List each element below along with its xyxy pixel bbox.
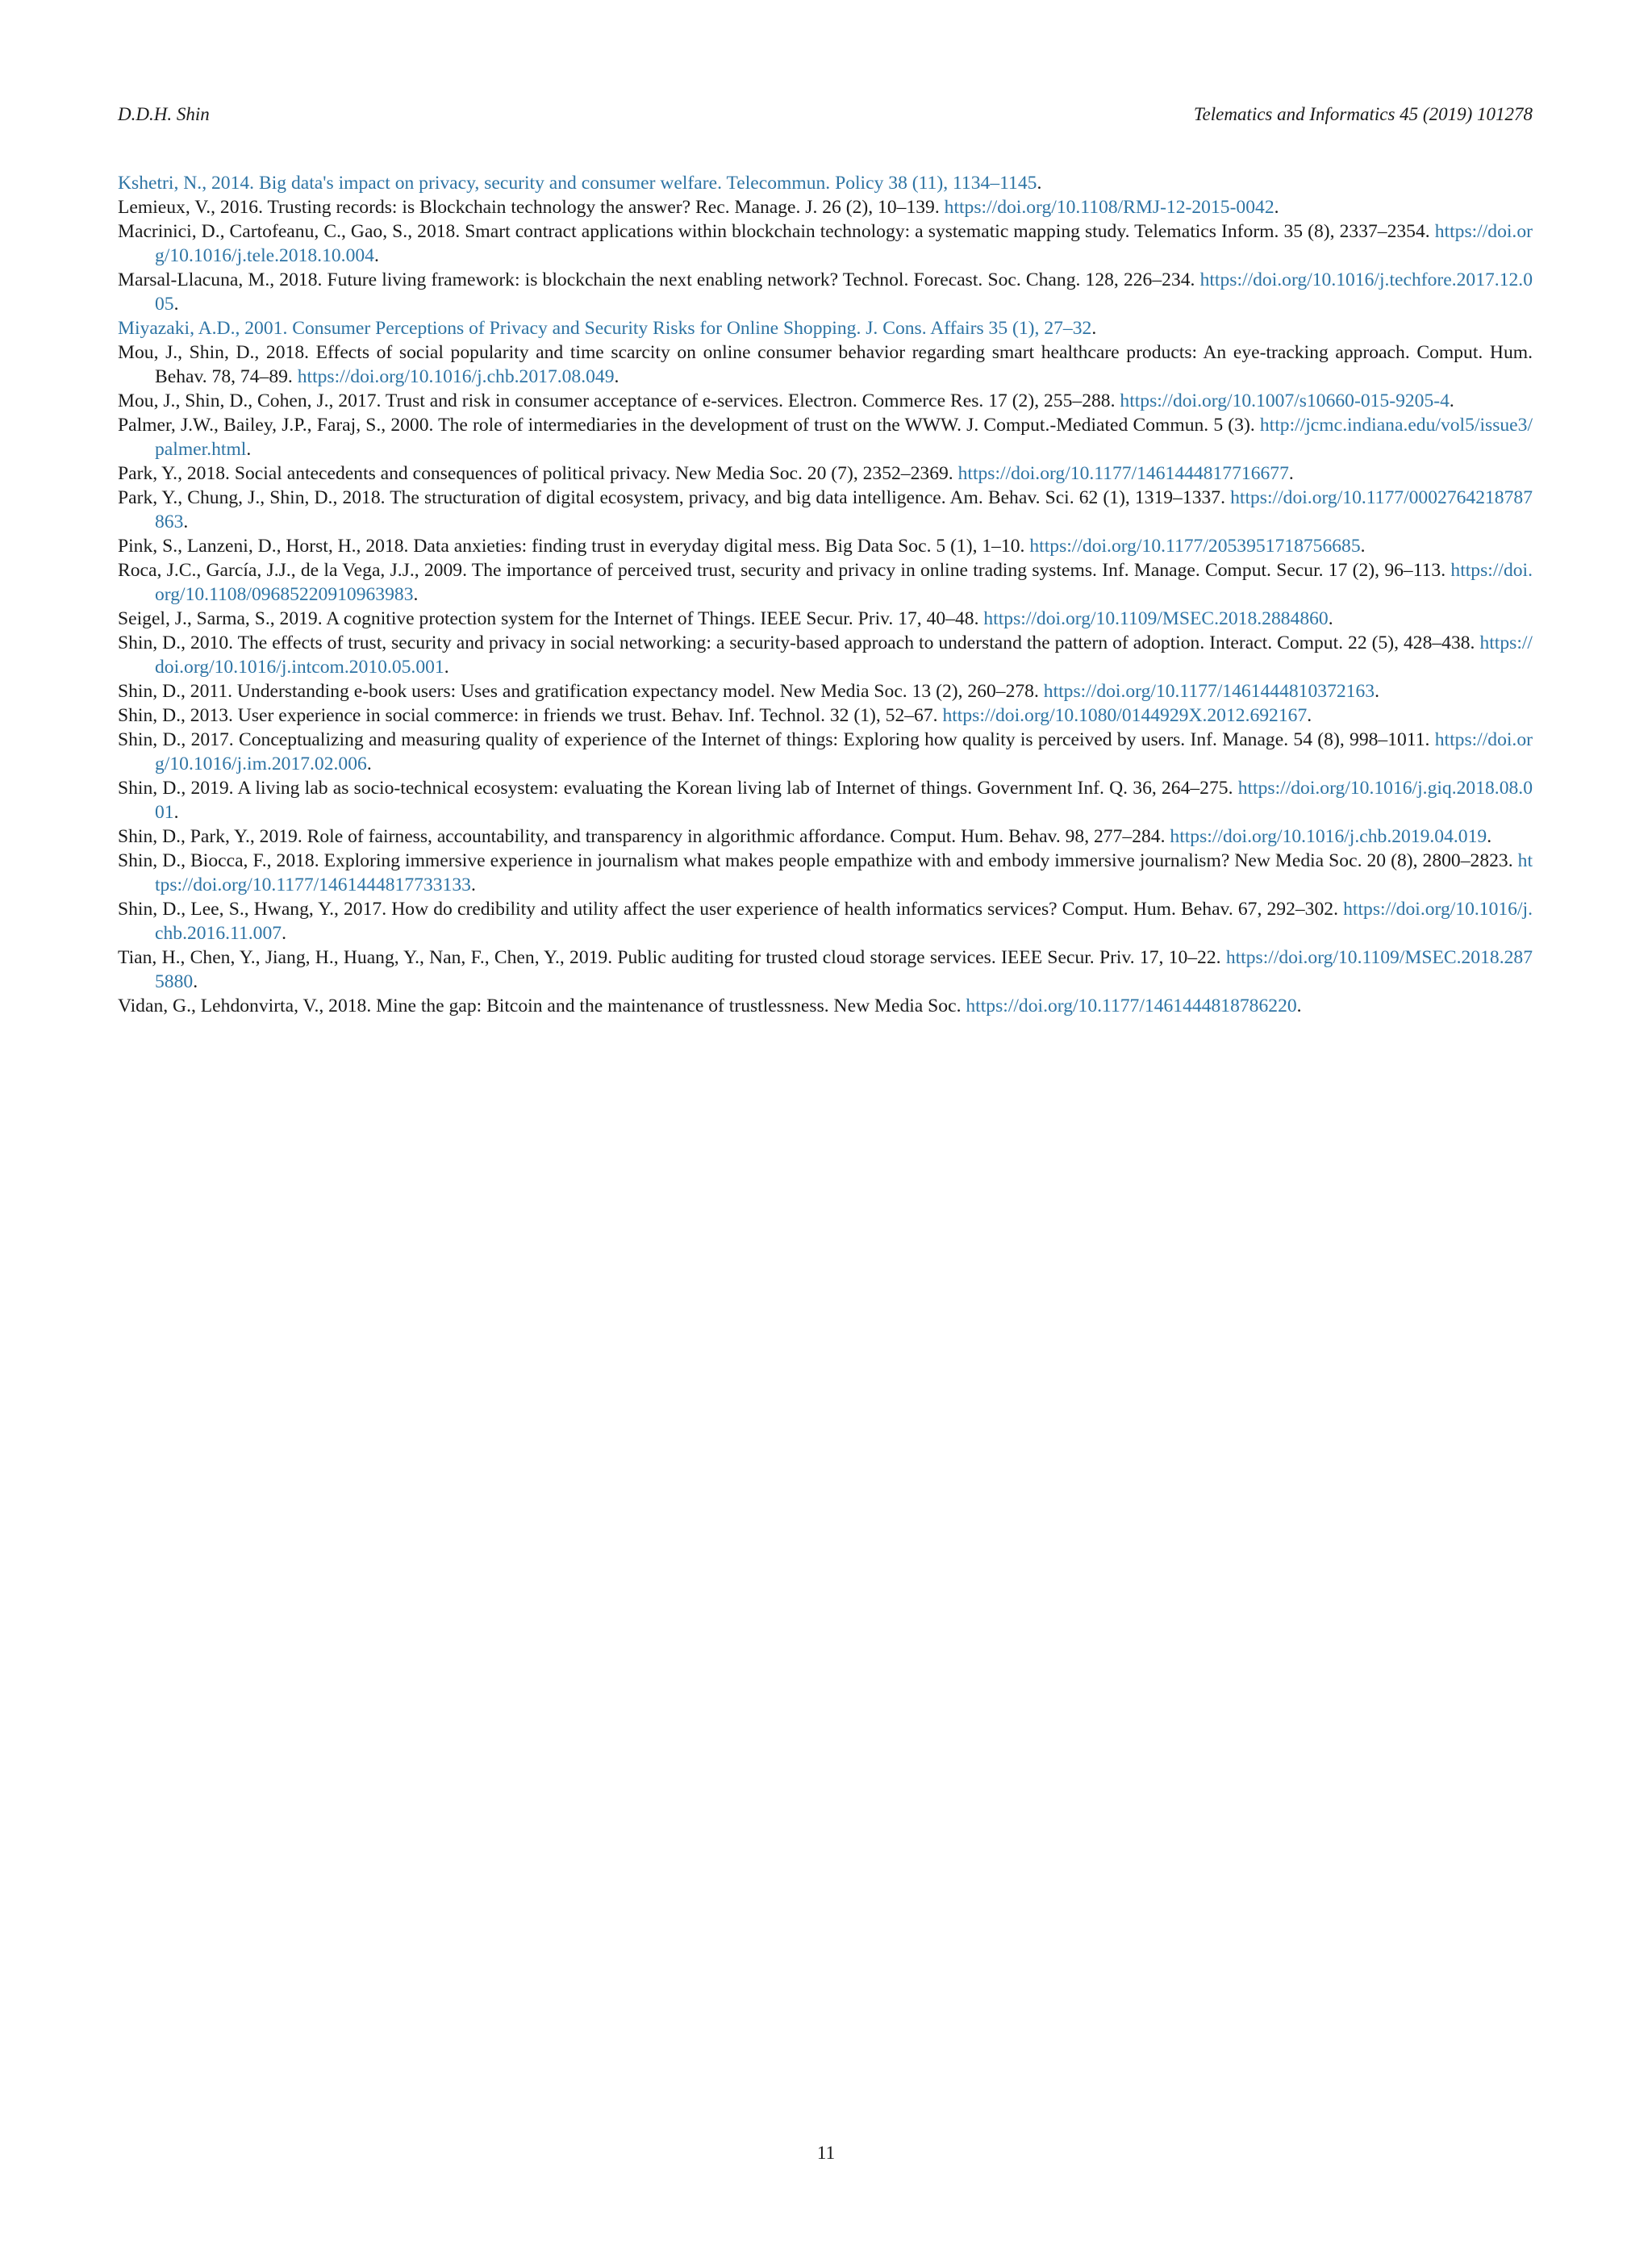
reference-text: Vidan, G., Lehdonvirta, V., 2018. Mine the gap: Bitcoin and the maintenance of trustlessness. New Media Soc. [118,996,966,1016]
reference-text: Park, Y., Chung, J., Shin, D., 2018. The structuration of digital ecosystem, privacy, and big data intelligence. Am. Behav. Sci. 62 (1), 1319–1337. [118,487,1231,508]
reference-list [118,171,1533,1018]
running-head-author: D.D.H. Shin [118,104,210,124]
reference-item: Palmer, J.W., Bailey, J.P., Faraj, S., 2000. The role of intermediaries in the development of trust on the WWW. J. Comput.-Mediated Commun. 5 (3). http://jcmc.indiana.edu/vol5/issue3/palmer.html. [118,415,1533,460]
reference-item: Shin, D., Biocca, F., 2018. Exploring immersive experience in journalism what makes people empathize with and embody immersive journalism? New Media Soc. 20 (8), 2800–2823. https://doi.org/10.1177/1461444817733133. [118,850,1533,895]
reference-doi-link[interactable]: https://doi.org/10.1016/j.chb.2017.08.049 [297,366,615,387]
reference-text: Lemieux, V., 2016. Trusting records: is Blockchain technology the answer? Rec. Manage. J. 26 (2), 10–139. [118,197,945,218]
reference-text: Mou, J., Shin, D., Cohen, J., 2017. Trust and risk in consumer acceptance of e-services. Electron. Commerce Res. 17 (2), 255–288. [118,390,1120,411]
reference-item: Lemieux, V., 2016. Trusting records: is Blockchain technology the answer? Rec. Manage. J. 26 (2), 10–139. https://doi.org/10.1108/RMJ-12-2015-0042. [118,197,1279,218]
reference-doi-link[interactable]: https://doi.org/10.1177/2053951718756685 [1029,536,1361,557]
reference-doi-link[interactable]: https://doi.org/10.1016/j.techfore.2017.12.005 [155,269,1533,315]
reference-item: Mou, J., Shin, D., 2018. Effects of social popularity and time scarcity on online consumer behavior regarding smart healthcare products: An eye-tracking approach. Comput. Hum. Behav. 78, 74–89. https://doi.org/10.1016/j.chb.2017.08.049. [118,342,1533,387]
reference-item: Park, Y., 2018. Social antecedents and consequences of political privacy. New Media Soc. 20 (7), 2352–2369. https://doi.org/10.1177/1461444817716677. [118,463,1294,484]
running-head-journal: Telematics and Informatics 45 (2019) 101278 [1193,104,1533,124]
reference-doi-link[interactable]: https://doi.org/10.1080/0144929X.2012.692167 [942,705,1308,726]
reference-text: Macrinici, D., Cartofeanu, C., Gao, S., 2018. Smart contract applications within blockchain technology: a systematic mapping study. Telematics Inform. 35 (8), 2337–2354. [118,221,1435,242]
reference-text: Palmer, J.W., Bailey, J.P., Faraj, S., 2000. The role of intermediaries in the development of trust on the WWW. J. Comput.-Mediated Commun. 5 (3). [118,415,1260,436]
reference-item: Shin, D., 2010. The effects of trust, security and privacy in social networking: a security-based approach to understand the pattern of adoption. Interact. Comput. 22 (5), 428–438. https://doi.org/10.1016/j.intcom.2010.05.001. [118,632,1533,678]
reference-text: Shin, D., 2011. Understanding e-book users: Uses and gratification expectancy model. New Media Soc. 13 (2), 260–278. [118,681,1044,702]
reference-item: Park, Y., Chung, J., Shin, D., 2018. The structuration of digital ecosystem, privacy, and big data intelligence. Am. Behav. Sci. 62 (1), 1319–1337. https://doi.org/10.1177/0002764218787863. [118,487,1533,532]
reference-item: Shin, D., 2019. A living lab as socio-technical ecosystem: evaluating the Korean living lab of Internet of things. Government Inf. Q. 36, 264–275. https://doi.org/10.1016/j.giq.2018.08.001. [118,778,1533,823]
reference-text: Mou, J., Shin, D., 2018. Effects of social popularity and time scarcity on online consumer behavior regarding smart healthcare products: An eye-tracking approach. Comput. Hum. Behav. 78, 74–89. [118,342,1533,387]
reference-doi-link[interactable]: https://doi.org/10.1177/1461444810372163 [1043,681,1375,702]
reference-doi-link[interactable]: https://doi.org/10.1016/j.intcom.2010.05.001 [155,632,1533,678]
reference-text: Roca, J.C., García, J.J., de la Vega, J.J., 2009. The importance of perceived trust, security and privacy in online trading systems. Inf. Manage. Comput. Secur. 17 (2), 96–113. [118,560,1451,581]
reference-item: Shin, D., 2011. Understanding e-book users: Uses and gratification expectancy model. New Media Soc. 13 (2), 260–278. https://doi.org/10.1177/1461444810372163. [118,681,1379,702]
reference-text[interactable]: Kshetri, N., 2014. Big data's impact on privacy, security and consumer welfare. Telecommun. Policy 38 (11), 1134–1145 [118,173,1037,194]
running-head [118,102,1533,127]
reference-doi-link[interactable]: https://doi.org/10.1177/1461444817716677 [957,463,1289,484]
reference-item[interactable]: Kshetri, N., 2014. Big data's impact on privacy, security and consumer welfare. Telecommun. Policy 38 (11), 1134–1145. [118,173,1042,194]
reference-doi-link[interactable]: https://doi.org/10.1016/j.chb.2019.04.019 [1170,826,1487,847]
reference-text: Pink, S., Lanzeni, D., Horst, H., 2018. Data anxieties: finding trust in everyday digital mess. Big Data Soc. 5 (1), 1–10. [118,536,1030,557]
reference-text: Shin, D., Biocca, F., 2018. Exploring immersive experience in journalism what makes people empathize with and embody immersive journalism? New Media Soc. 20 (8), 2800–2823. [118,850,1518,871]
reference-item: Macrinici, D., Cartofeanu, C., Gao, S., 2018. Smart contract applications within blockchain technology: a systematic mapping study. Telematics Inform. 35 (8), 2337–2354. https://doi.org/10.1016/j.tele.2018.10.004. [118,221,1533,266]
reference-text: Shin, D., 2013. User experience in social commerce: in friends we trust. Behav. Inf. Technol. 32 (1), 52–67. [118,705,943,726]
reference-text: Marsal-Llacuna, M., 2018. Future living framework: is blockchain the next enabling network? Technol. Forecast. Soc. Chang. 128, 226–234. [118,269,1200,290]
reference-item: Tian, H., Chen, Y., Jiang, H., Huang, Y., Nan, F., Chen, Y., 2019. Public auditing for trusted cloud storage services. IEEE Secur. Priv. 17, 10–22. https://doi.org/10.1109/MSEC.2018.2875880. [118,947,1533,992]
reference-item: Pink, S., Lanzeni, D., Horst, H., 2018. Data anxieties: finding trust in everyday digital mess. Big Data Soc. 5 (1), 1–10. https://doi.org/10.1177/2053951718756685. [118,536,1366,557]
reference-doi-link[interactable]: https://doi.org/10.1007/s10660-015-9205-4 [1120,390,1450,411]
reference-text: Seigel, J., Sarma, S., 2019. A cognitive protection system for the Internet of Things. IEEE Secur. Priv. 17, 40–48. [118,608,984,629]
reference-doi-link[interactable]: https://doi.org/10.1108/09685220910963983 [155,560,1533,605]
reference-item: Shin, D., Park, Y., 2019. Role of fairness, accountability, and transparency in algorithmic affordance. Comput. Hum. Behav. 98, 277–284. https://doi.org/10.1016/j.chb.2019.04.019. [118,826,1492,847]
reference-text: Shin, D., 2019. A living lab as socio-technical ecosystem: evaluating the Korean living lab of Internet of things. Government Inf. Q. 36, 264–275. [118,778,1238,799]
reference-text: Tian, H., Chen, Y., Jiang, H., Huang, Y., Nan, F., Chen, Y., 2019. Public auditing for trusted cloud storage services. IEEE Secur. Priv. 17, 10–22. [118,947,1226,968]
reference-doi-link[interactable]: https://doi.org/10.1016/j.chb.2016.11.007 [155,899,1533,944]
reference-item: Marsal-Llacuna, M., 2018. Future living framework: is blockchain the next enabling network? Technol. Forecast. Soc. Chang. 128, 226–234. https://doi.org/10.1016/j.techfore.2017.12.005. [118,269,1533,315]
reference-doi-link[interactable]: https://doi.org/10.1109/MSEC.2018.2875880 [155,947,1533,992]
reference-text: Shin, D., 2010. The effects of trust, security and privacy in social networking: a security-based approach to understand the pattern of adoption. Interact. Comput. 22 (5), 428–438. [118,632,1480,653]
reference-doi-link[interactable]: https://doi.org/10.1108/RMJ-12-2015-0042 [944,197,1274,218]
reference-item: Shin, D., Lee, S., Hwang, Y., 2017. How do credibility and utility affect the user experience of health informatics services? Comput. Hum. Behav. 67, 292–302. https://doi.org/10.1016/j.chb.2016.11.007. [118,899,1533,944]
page-number: 11 [816,2143,836,2163]
reference-doi-link[interactable]: https://doi.org/10.1016/j.giq.2018.08.001 [155,778,1533,823]
reference-text: Shin, D., Lee, S., Hwang, Y., 2017. How do credibility and utility affect the user experience of health informatics services? Comput. Hum. Behav. 67, 292–302. [118,899,1344,920]
reference-item: Vidan, G., Lehdonvirta, V., 2018. Mine the gap: Bitcoin and the maintenance of trustlessness. New Media Soc. https://doi.org/10.1177/1461444818786220. [118,996,1302,1016]
reference-item: Seigel, J., Sarma, S., 2019. A cognitive protection system for the Internet of Things. IEEE Secur. Priv. 17, 40–48. https://doi.org/10.1109/MSEC.2018.2884860. [118,608,1333,629]
reference-item[interactable]: Miyazaki, A.D., 2001. Consumer Perceptions of Privacy and Security Risks for Online Shopping. J. Cons. Affairs 35 (1), 27–32. [118,318,1097,339]
reference-item: Mou, J., Shin, D., Cohen, J., 2017. Trust and risk in consumer acceptance of e-services. Electron. Commerce Res. 17 (2), 255–288. https://doi.org/10.1007/s10660-015-9205-4. [118,390,1454,411]
reference-url-link[interactable]: http://jcmc.indiana.edu/vol5/issue3/palmer.html [155,415,1533,460]
reference-text: Shin, D., Park, Y., 2019. Role of fairness, accountability, and transparency in algorithmic affordance. Comput. Hum. Behav. 98, 277–284. [118,826,1170,847]
reference-doi-link[interactable]: https://doi.org/10.1177/1461444817733133 [155,850,1533,895]
reference-doi-link[interactable]: https://doi.org/10.1177/0002764218787863 [155,487,1533,532]
reference-text[interactable]: Miyazaki, A.D., 2001. Consumer Perceptions of Privacy and Security Risks for Online Shopping. J. Cons. Affairs 35 (1), 27–32 [118,318,1092,339]
reference-item: Shin, D., 2017. Conceptualizing and measuring quality of experience of the Internet of things: Exploring how quality is perceived by users. Inf. Manage. 54 (8), 998–1011. https://doi.org/10.1016/j.im.2017.02.006. [118,729,1533,774]
reference-doi-link[interactable]: https://doi.org/10.1177/1461444818786220 [966,996,1297,1016]
reference-item: Shin, D., 2013. User experience in social commerce: in friends we trust. Behav. Inf. Technol. 32 (1), 52–67. https://doi.org/10.1080/0144929X.2012.692167. [118,705,1312,726]
reference-text: Shin, D., 2017. Conceptualizing and measuring quality of experience of the Internet of things: Exploring how quality is perceived by users. Inf. Manage. 54 (8), 998–1011. [118,729,1435,750]
reference-text: Park, Y., 2018. Social antecedents and consequences of political privacy. New Media Soc. 20 (7), 2352–2369. [118,463,958,484]
reference-doi-link[interactable]: https://doi.org/10.1016/j.tele.2018.10.004 [155,221,1533,266]
reference-doi-link[interactable]: https://doi.org/10.1109/MSEC.2018.2884860 [983,608,1329,629]
reference-doi-link[interactable]: https://doi.org/10.1016/j.im.2017.02.006 [155,729,1533,774]
reference-item: Roca, J.C., García, J.J., de la Vega, J.J., 2009. The importance of perceived trust, security and privacy in online trading systems. Inf. Manage. Comput. Secur. 17 (2), 96–113. https://doi.org/10.1108/09685220910963983. [118,560,1533,605]
